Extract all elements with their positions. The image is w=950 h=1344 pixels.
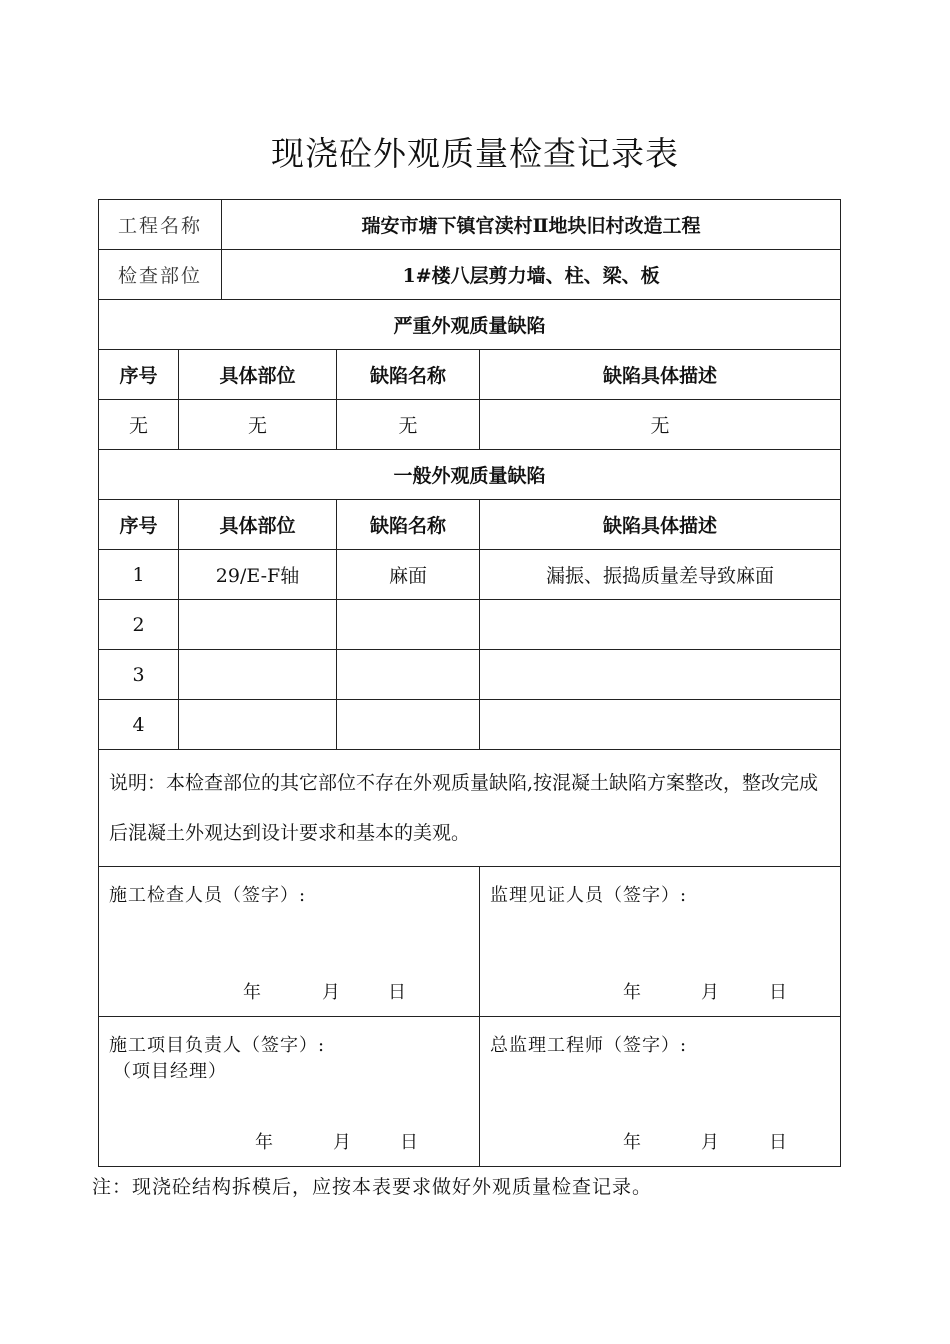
cell-location: 29/E-F轴 — [179, 550, 337, 600]
col-header-defect-name: 缺陷名称 — [337, 350, 480, 400]
signature-row-1 — [99, 867, 841, 1017]
table-row — [99, 400, 841, 450]
date-day: 日 — [400, 1132, 418, 1153]
date-day: 日 — [769, 1132, 788, 1153]
cell-location — [179, 600, 337, 650]
signature-row-2 — [99, 1017, 841, 1167]
cell-defect-name: 麻面 — [337, 550, 480, 600]
cell-index: 4 — [99, 700, 179, 750]
date-day: 日 — [388, 982, 406, 1003]
table-row — [99, 650, 841, 700]
cell-index: 2 — [99, 600, 179, 650]
location-row — [99, 250, 841, 300]
cell-location — [179, 700, 337, 750]
witness-signature-box[interactable] — [480, 867, 841, 1017]
cell-index: 3 — [99, 650, 179, 700]
inspection-table — [98, 199, 841, 1167]
cell-index: 无 — [99, 400, 179, 450]
cell-description: 无 — [480, 400, 841, 450]
explanation-note: 说明：本检查部位的其它部位不存在外观质量缺陷,按混凝土缺陷方案整改，整改完成后混凝土外观达到设计要求和基本的美观。 — [99, 750, 841, 867]
date-month: 月 — [701, 982, 720, 1003]
general-heading: 一般外观质量缺陷 — [99, 450, 841, 500]
manager-signature-box[interactable] — [99, 1017, 480, 1167]
cell-description — [480, 600, 841, 650]
date-year: 年 — [243, 982, 261, 1003]
inspector-signature-box[interactable] — [99, 867, 480, 1017]
date-month: 月 — [333, 1132, 351, 1153]
col-header-description: 缺陷具体描述 — [480, 350, 841, 400]
cell-defect-name — [337, 600, 480, 650]
date-day: 日 — [769, 982, 788, 1003]
project-name: 瑞安市塘下镇官渎村Ⅱ地块旧村改造工程 — [222, 200, 841, 250]
cell-location — [179, 650, 337, 700]
table-row — [99, 550, 841, 600]
cell-description — [480, 650, 841, 700]
inspector-signature-label: 施工检查人员（签字）: — [109, 885, 307, 906]
date-year: 年 — [255, 1132, 273, 1153]
witness-signature-label: 监理见证人员（签字）: — [490, 885, 688, 906]
severe-header-row — [99, 350, 841, 400]
cell-defect-name: 无 — [337, 400, 480, 450]
date-year: 年 — [623, 982, 642, 1003]
col-header-index: 序号 — [99, 350, 179, 400]
project-label: 工程名称 — [99, 200, 222, 250]
severe-heading: 严重外观质量缺陷 — [99, 300, 841, 350]
cell-index: 1 — [99, 550, 179, 600]
date-year: 年 — [623, 1132, 642, 1153]
date-month: 月 — [701, 1132, 720, 1153]
cell-description: 漏振、振捣质量差导致麻面 — [480, 550, 841, 600]
cell-defect-name — [337, 650, 480, 700]
manager-signature-sublabel: （项目经理） — [113, 1061, 227, 1082]
project-row — [99, 200, 841, 250]
manager-signature-label: 施工项目负责人（签字）: — [109, 1035, 326, 1056]
cell-description — [480, 700, 841, 750]
table-row — [99, 600, 841, 650]
location-label: 检查部位 — [99, 250, 222, 300]
location-value: 1#楼八层剪力墙、柱、梁、板 — [222, 250, 841, 300]
col-header-defect-name: 缺陷名称 — [337, 500, 480, 550]
general-header-row — [99, 500, 841, 550]
col-header-description: 缺陷具体描述 — [480, 500, 841, 550]
footer-note: 注：现浇砼结构拆模后，应按本表要求做好外观质量检查记录。 — [92, 1176, 653, 1198]
cell-location: 无 — [179, 400, 337, 450]
table-row — [99, 700, 841, 750]
chief-supervisor-signature-box[interactable] — [480, 1017, 841, 1167]
date-month: 月 — [322, 982, 340, 1003]
col-header-location: 具体部位 — [179, 500, 337, 550]
cell-defect-name — [337, 700, 480, 750]
col-header-index: 序号 — [99, 500, 179, 550]
page-title: 现浇砼外观质量检查记录表 — [271, 134, 679, 173]
chief-supervisor-signature-label: 总监理工程师（签字）: — [490, 1035, 688, 1056]
col-header-location: 具体部位 — [179, 350, 337, 400]
